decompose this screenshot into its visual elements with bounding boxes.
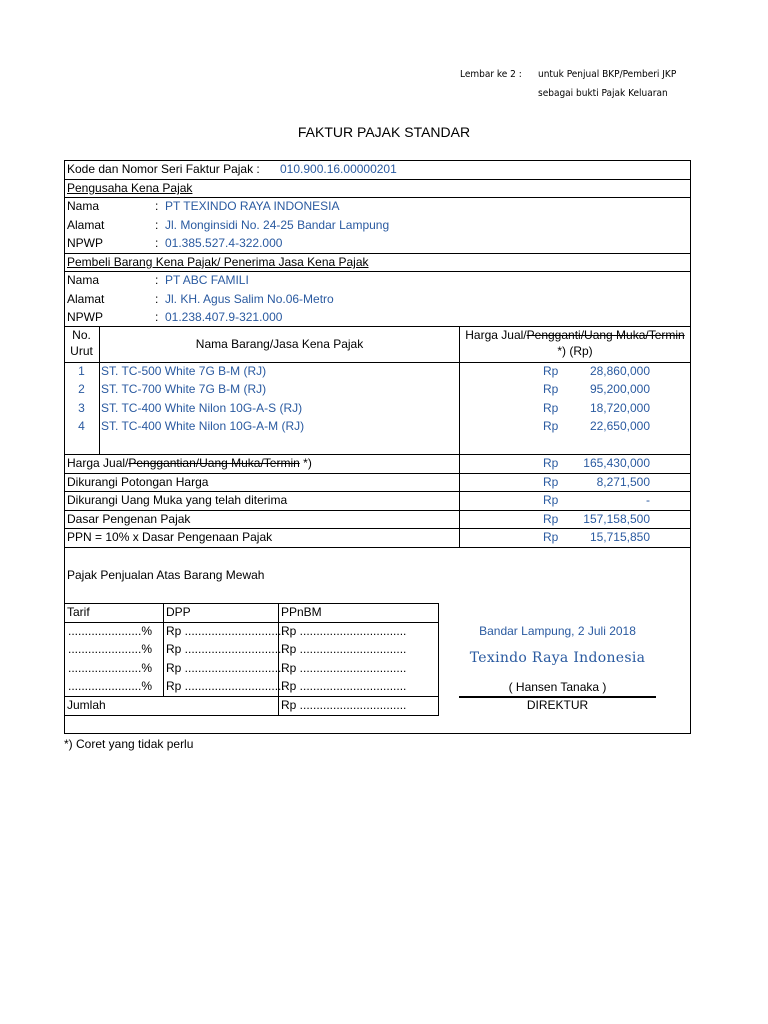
tarif-cell: ......................% [68, 661, 153, 675]
ppnbm-cell: Rp ................................ [281, 679, 407, 693]
ppnbm-cell: Rp ................................ [281, 624, 407, 638]
tarif-cell: ......................% [68, 679, 153, 693]
dpp-cell: Rp .............................. [166, 679, 285, 693]
tarif-cell: ......................% [68, 642, 153, 656]
item-currency: Rp [543, 364, 559, 378]
pembeli-alamat-label: Alamat [67, 292, 105, 306]
ppn-currency: Rp [543, 530, 559, 544]
ppnbm-cell: Rp ................................ [281, 642, 407, 656]
harga-header-line1: Harga Jual/Pengganti/Uang Muka/Termin [465, 328, 685, 342]
harga-jual-value: 165,430,000 [583, 456, 650, 470]
item-name: ST. TC-700 White 7G B-M (RJ) [101, 382, 267, 396]
ppn-value: 15,715,850 [589, 530, 650, 544]
pembeli-npwp-label: NPWP [67, 310, 103, 324]
pengusaha-heading: Pengusaha Kena Pajak [67, 181, 193, 195]
place-date: Bandar Lampung, 2 Juli 2018 [479, 624, 636, 638]
dpp-cell: Rp .............................. [166, 624, 285, 638]
colon: : [155, 199, 159, 213]
pembeli-alamat-value: Jl. KH. Agus Salim No.06-Metro [165, 292, 334, 306]
item-amount: 18,720,000 [589, 401, 650, 415]
item-name: ST. TC-400 White Nilon 10G-A-M (RJ) [101, 419, 305, 433]
ppnbm-header: PPnBM [281, 605, 322, 619]
colon: : [155, 218, 159, 232]
pengusaha-npwp-label: NPWP [67, 236, 103, 250]
pengusaha-nama-value: PT TEXINDO RAYA INDONESIA [165, 199, 340, 213]
item-amount: 28,860,000 [589, 364, 650, 378]
colon: : [155, 273, 159, 287]
ppnbm-heading: Pajak Penjualan Atas Barang Mewah [67, 568, 265, 582]
no-header-line1: No. [72, 328, 91, 342]
colon: : [155, 292, 159, 306]
uang-muka-value: - [646, 493, 650, 507]
jumlah-cell: Rp ................................ [281, 698, 407, 712]
uang-muka-currency: Rp [543, 493, 559, 507]
colon: : [155, 236, 159, 250]
dpp-currency: Rp [543, 512, 559, 526]
harga-jual-currency: Rp [543, 456, 559, 470]
sheet-label: Lembar ke 2 : [460, 69, 522, 80]
item-currency: Rp [543, 401, 559, 415]
dpp-cell: Rp .............................. [166, 642, 285, 656]
pembeli-heading: Pembeli Barang Kena Pajak/ Penerima Jasa Kena Pajak [67, 255, 369, 269]
item-currency: Rp [543, 382, 559, 396]
company-signature: Texindo Raya Indonesia [469, 650, 646, 666]
item-name: ST. TC-400 White Nilon 10G-A-S (RJ) [101, 401, 303, 415]
uang-muka-label: Dikurangi Uang Muka yang telah diterima [67, 493, 288, 507]
tarif-cell: ......................% [68, 624, 153, 638]
colon: : [155, 310, 159, 324]
kode-value: 010.900.16.00000201 [280, 162, 397, 176]
no-header-line2: Urut [70, 344, 93, 358]
ppn-label: PPN = 10% x Dasar Pengenaan Pajak [67, 530, 273, 544]
ppnbm-cell: Rp ................................ [281, 661, 407, 675]
harga-header-line2: *) (Rp) [557, 344, 593, 358]
footnote: *) Coret yang tidak perlu [64, 737, 194, 751]
item-no: 2 [78, 382, 85, 396]
pembeli-npwp-value: 01.238.407.9-321.000 [165, 310, 283, 324]
pengusaha-nama-label: Nama [67, 199, 100, 213]
dpp-label: Dasar Pengenan Pajak [67, 512, 191, 526]
item-currency: Rp [543, 419, 559, 433]
item-name-header: Nama Barang/Jasa Kena Pajak [195, 337, 364, 351]
sheet-purpose-line2: sebagai bukti Pajak Keluaran [538, 88, 668, 99]
kode-label: Kode dan Nomor Seri Faktur Pajak : [67, 162, 260, 176]
item-amount: 95,200,000 [589, 382, 650, 396]
pembeli-nama-value: PT ABC FAMILI [165, 273, 249, 287]
pengusaha-alamat-label: Alamat [67, 218, 105, 232]
potongan-currency: Rp [543, 475, 559, 489]
signer-position: DIREKTUR [526, 698, 589, 712]
item-no: 3 [78, 401, 85, 415]
pembeli-nama-label: Nama [67, 273, 100, 287]
signer-name: ( Hansen Tanaka ) [508, 680, 607, 694]
item-amount: 22,650,000 [589, 419, 650, 433]
item-no: 1 [78, 364, 85, 378]
dpp-value: 157,158,500 [583, 512, 650, 526]
dpp-header: DPP [166, 605, 191, 619]
item-name: ST. TC-500 White 7G B-M (RJ) [101, 364, 267, 378]
item-no: 4 [78, 419, 85, 433]
jumlah-label: Jumlah [67, 698, 106, 712]
sheet-purpose-line1: untuk Penjual BKP/Pemberi JKP [538, 69, 677, 80]
potongan-label: Dikurangi Potongan Harga [67, 475, 209, 489]
potongan-value: 8,271,500 [596, 475, 650, 489]
harga-jual-label: Harga Jual/Penggantian/Uang Muka/Termin *) [67, 456, 312, 470]
pengusaha-alamat-value: Jl. Monginsidi No. 24-25 Bandar Lampung [165, 218, 390, 232]
page-title: FAKTUR PAJAK STANDAR [297, 124, 471, 140]
pengusaha-npwp-value: 01.385.527.4-322.000 [165, 236, 283, 250]
tarif-header: Tarif [67, 605, 90, 619]
dpp-cell: Rp .............................. [166, 661, 285, 675]
